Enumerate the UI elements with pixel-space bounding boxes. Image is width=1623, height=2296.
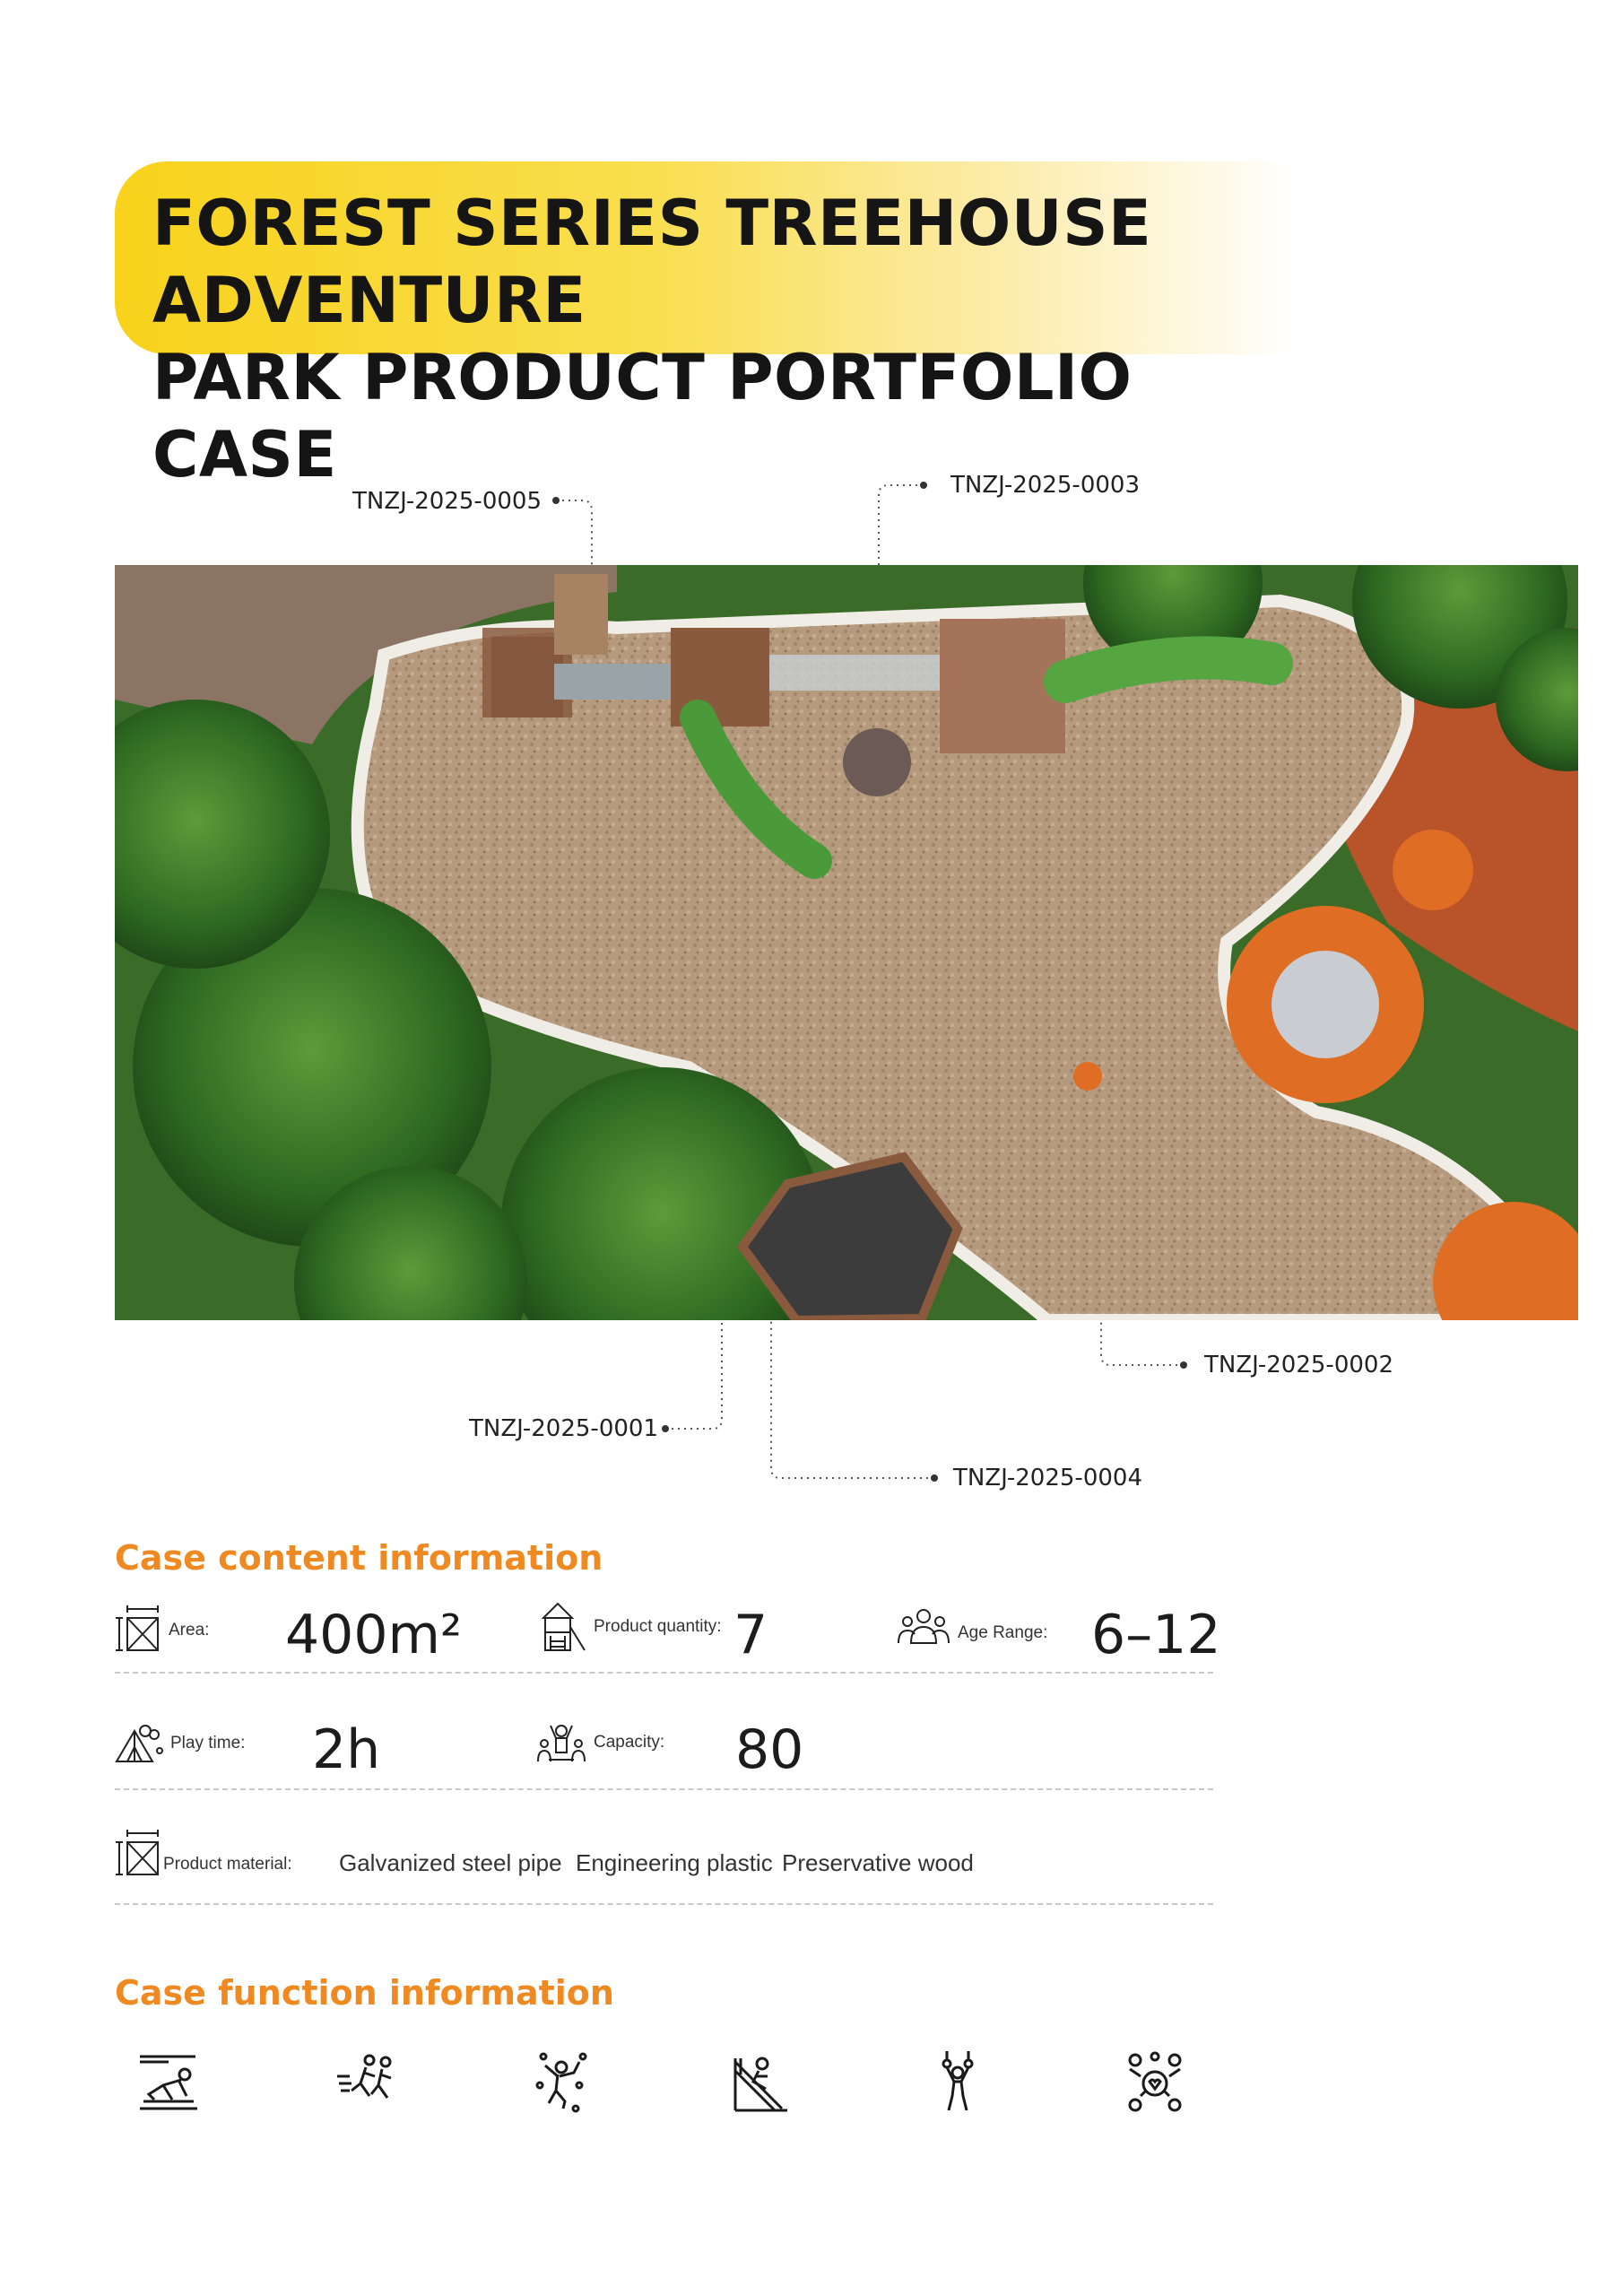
area-icon	[115, 1605, 161, 1656]
site-plan-image	[115, 565, 1578, 1320]
playtime-item	[115, 1724, 245, 1763]
callout-tnzj-2025-0003: TNZJ-2025-0003	[950, 472, 1140, 499]
callout-tnzj-2025-0004: TNZJ-2025-0004	[953, 1465, 1142, 1492]
age-item	[897, 1607, 1047, 1647]
page-title-line-2: PARK PRODUCT PORTFOLIO CASE	[152, 341, 1133, 491]
callout-tnzj-2025-0001: TNZJ-2025-0001	[469, 1415, 658, 1442]
tent-play-icon	[115, 1724, 163, 1763]
material-item	[115, 1830, 292, 1880]
info-row-2	[115, 1704, 1213, 1790]
material-engineering-plastic: Engineering plastic	[576, 1849, 773, 1876]
running-icon	[334, 2049, 398, 2114]
sliding-icon	[728, 2049, 793, 2114]
area-item	[115, 1605, 209, 1656]
quantity-value: 7	[733, 1604, 768, 1666]
callout-tnzj-2025-0002: TNZJ-2025-0002	[1204, 1352, 1393, 1378]
function-info-heading: Case function information	[115, 1973, 614, 2013]
page-title-line-1: FOREST SERIES TREEHOUSE ADVENTURE	[152, 187, 1152, 337]
playtime-label: Play time:	[170, 1734, 246, 1752]
capacity-value: 80	[735, 1718, 804, 1781]
content-info-heading: Case content information	[115, 1538, 603, 1578]
callout-tnzj-2025-0005: TNZJ-2025-0005	[352, 488, 542, 515]
swinging-icon	[925, 2049, 990, 2114]
quantity-item	[536, 1600, 722, 1654]
playground-structure-icon	[536, 1600, 586, 1654]
material-galvanized-steel-pipe: Galvanized steel pipe	[339, 1849, 562, 1876]
area-label: Area:	[169, 1621, 210, 1639]
age-value: 6–12	[1091, 1604, 1221, 1666]
quantity-label: Product quantity:	[594, 1617, 722, 1636]
social-play-icon	[1123, 2049, 1187, 2114]
page-title	[152, 185, 1298, 493]
capacity-item	[536, 1722, 664, 1763]
playtime-value: 2h	[312, 1718, 381, 1781]
info-row-1	[115, 1596, 1221, 1674]
material-preservative-wood: Preservative wood	[782, 1849, 974, 1876]
cheering-crowd-icon	[536, 1722, 586, 1763]
crawling-icon	[136, 2049, 201, 2114]
material-label: Product material:	[163, 1855, 292, 1874]
info-row-3	[115, 1821, 1213, 1905]
capacity-label: Capacity:	[594, 1733, 665, 1752]
area-value: 400m²	[285, 1604, 463, 1666]
age-label: Age Range:	[958, 1623, 1048, 1642]
group-people-icon	[897, 1607, 950, 1647]
climbing-icon	[531, 2049, 595, 2114]
material-dimension-icon	[115, 1830, 161, 1880]
